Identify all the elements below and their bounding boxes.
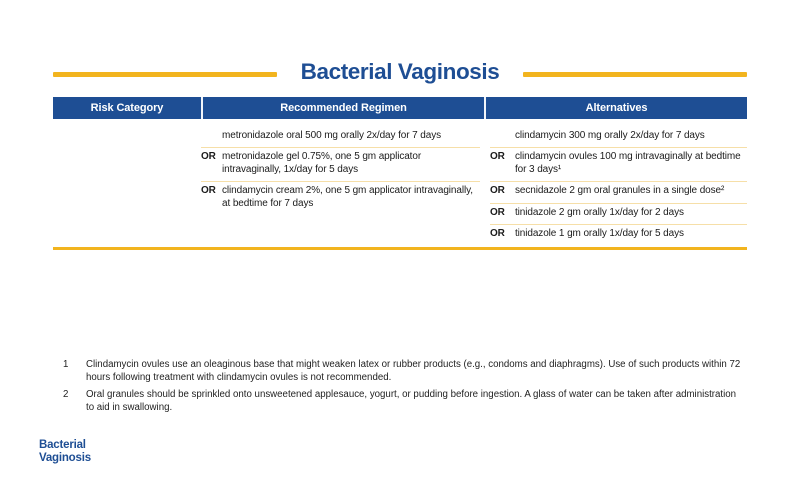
regimen-row: [201, 182, 480, 215]
footer-title-line2: Vaginosis: [39, 451, 91, 464]
regimen-text: secnidazole 2 gm oral granules in a single dose²: [515, 185, 725, 197]
regimen-row: [201, 148, 480, 182]
or-label: OR: [201, 151, 216, 163]
footnote-text: Oral granules should be sprinkled onto unsweetened applesauce, yogurt, or pudding before ingestion. A glass of water can be taken after administration to aid in swallowing.: [86, 388, 737, 413]
or-label: OR: [490, 206, 505, 218]
title-rule-right: [523, 72, 747, 77]
or-gutter: [490, 130, 515, 142]
footnote-number: 2: [63, 388, 69, 400]
regimen-text: tinidazole 2 gm orally 1x/day for 2 days: [515, 206, 684, 218]
regimen-row: [490, 148, 747, 182]
risk-category-column: [53, 119, 201, 129]
or-label: OR: [490, 228, 505, 240]
regimen-text: tinidazole 1 gm orally 1x/day for 5 days: [515, 228, 684, 240]
footnote-item: [63, 359, 755, 385]
regimen-text: clindamycin cream 2%, one 5 gm applicator intravaginally, at bedtime for 7 days: [222, 185, 473, 209]
regimen-text: metronidazole oral 500 mg orally 2x/day for 7 days: [222, 130, 442, 141]
regimen-row: [490, 204, 747, 225]
alternatives-column: [484, 119, 747, 245]
footer-title: [39, 439, 91, 465]
table-body: [53, 119, 747, 245]
page-title: Bacterial Vaginosis: [300, 59, 500, 84]
column-header-recommended-regimen: Recommended Regimen: [201, 97, 484, 119]
regimen-row: [490, 182, 747, 203]
regimen-row: [490, 225, 747, 245]
footnote-item: [63, 389, 755, 415]
gold-divider: [53, 247, 747, 250]
column-header-alternatives: Alternatives: [484, 97, 747, 119]
treatment-table: [53, 97, 747, 245]
regimen-text: clindamycin 300 mg orally 2x/day for 7 days: [515, 130, 705, 141]
footnotes: [63, 359, 755, 419]
or-label: OR: [490, 185, 505, 197]
regimen-row: [490, 127, 747, 148]
regimen-text: metronidazole gel 0.75%, one 5 gm applicator intravaginally, 1x/day for 5 days: [222, 151, 422, 175]
title-band: [53, 59, 747, 85]
or-gutter: [201, 130, 222, 142]
footnote-text: Clindamycin ovules use an oleaginous base that might weaken latex or rubber products (e.g., condoms and diaphragms). Use of such products within 72 hours following treatment with clindamycin ovules is not recommended.: [86, 359, 741, 383]
regimen-row: [201, 127, 480, 148]
recommended-regimen-column: [201, 119, 484, 215]
or-label: OR: [201, 185, 216, 197]
or-label: OR: [490, 151, 505, 163]
regimen-text: clindamycin ovules 100 mg intravaginally at bedtime for 3 days¹: [515, 151, 741, 175]
table-header-row: [53, 97, 747, 119]
footer-title-line1: Bacterial: [39, 439, 86, 451]
column-header-risk-category: Risk Category: [90, 102, 164, 114]
footnote-number: 1: [63, 359, 69, 370]
title-rule-left: [53, 72, 277, 77]
